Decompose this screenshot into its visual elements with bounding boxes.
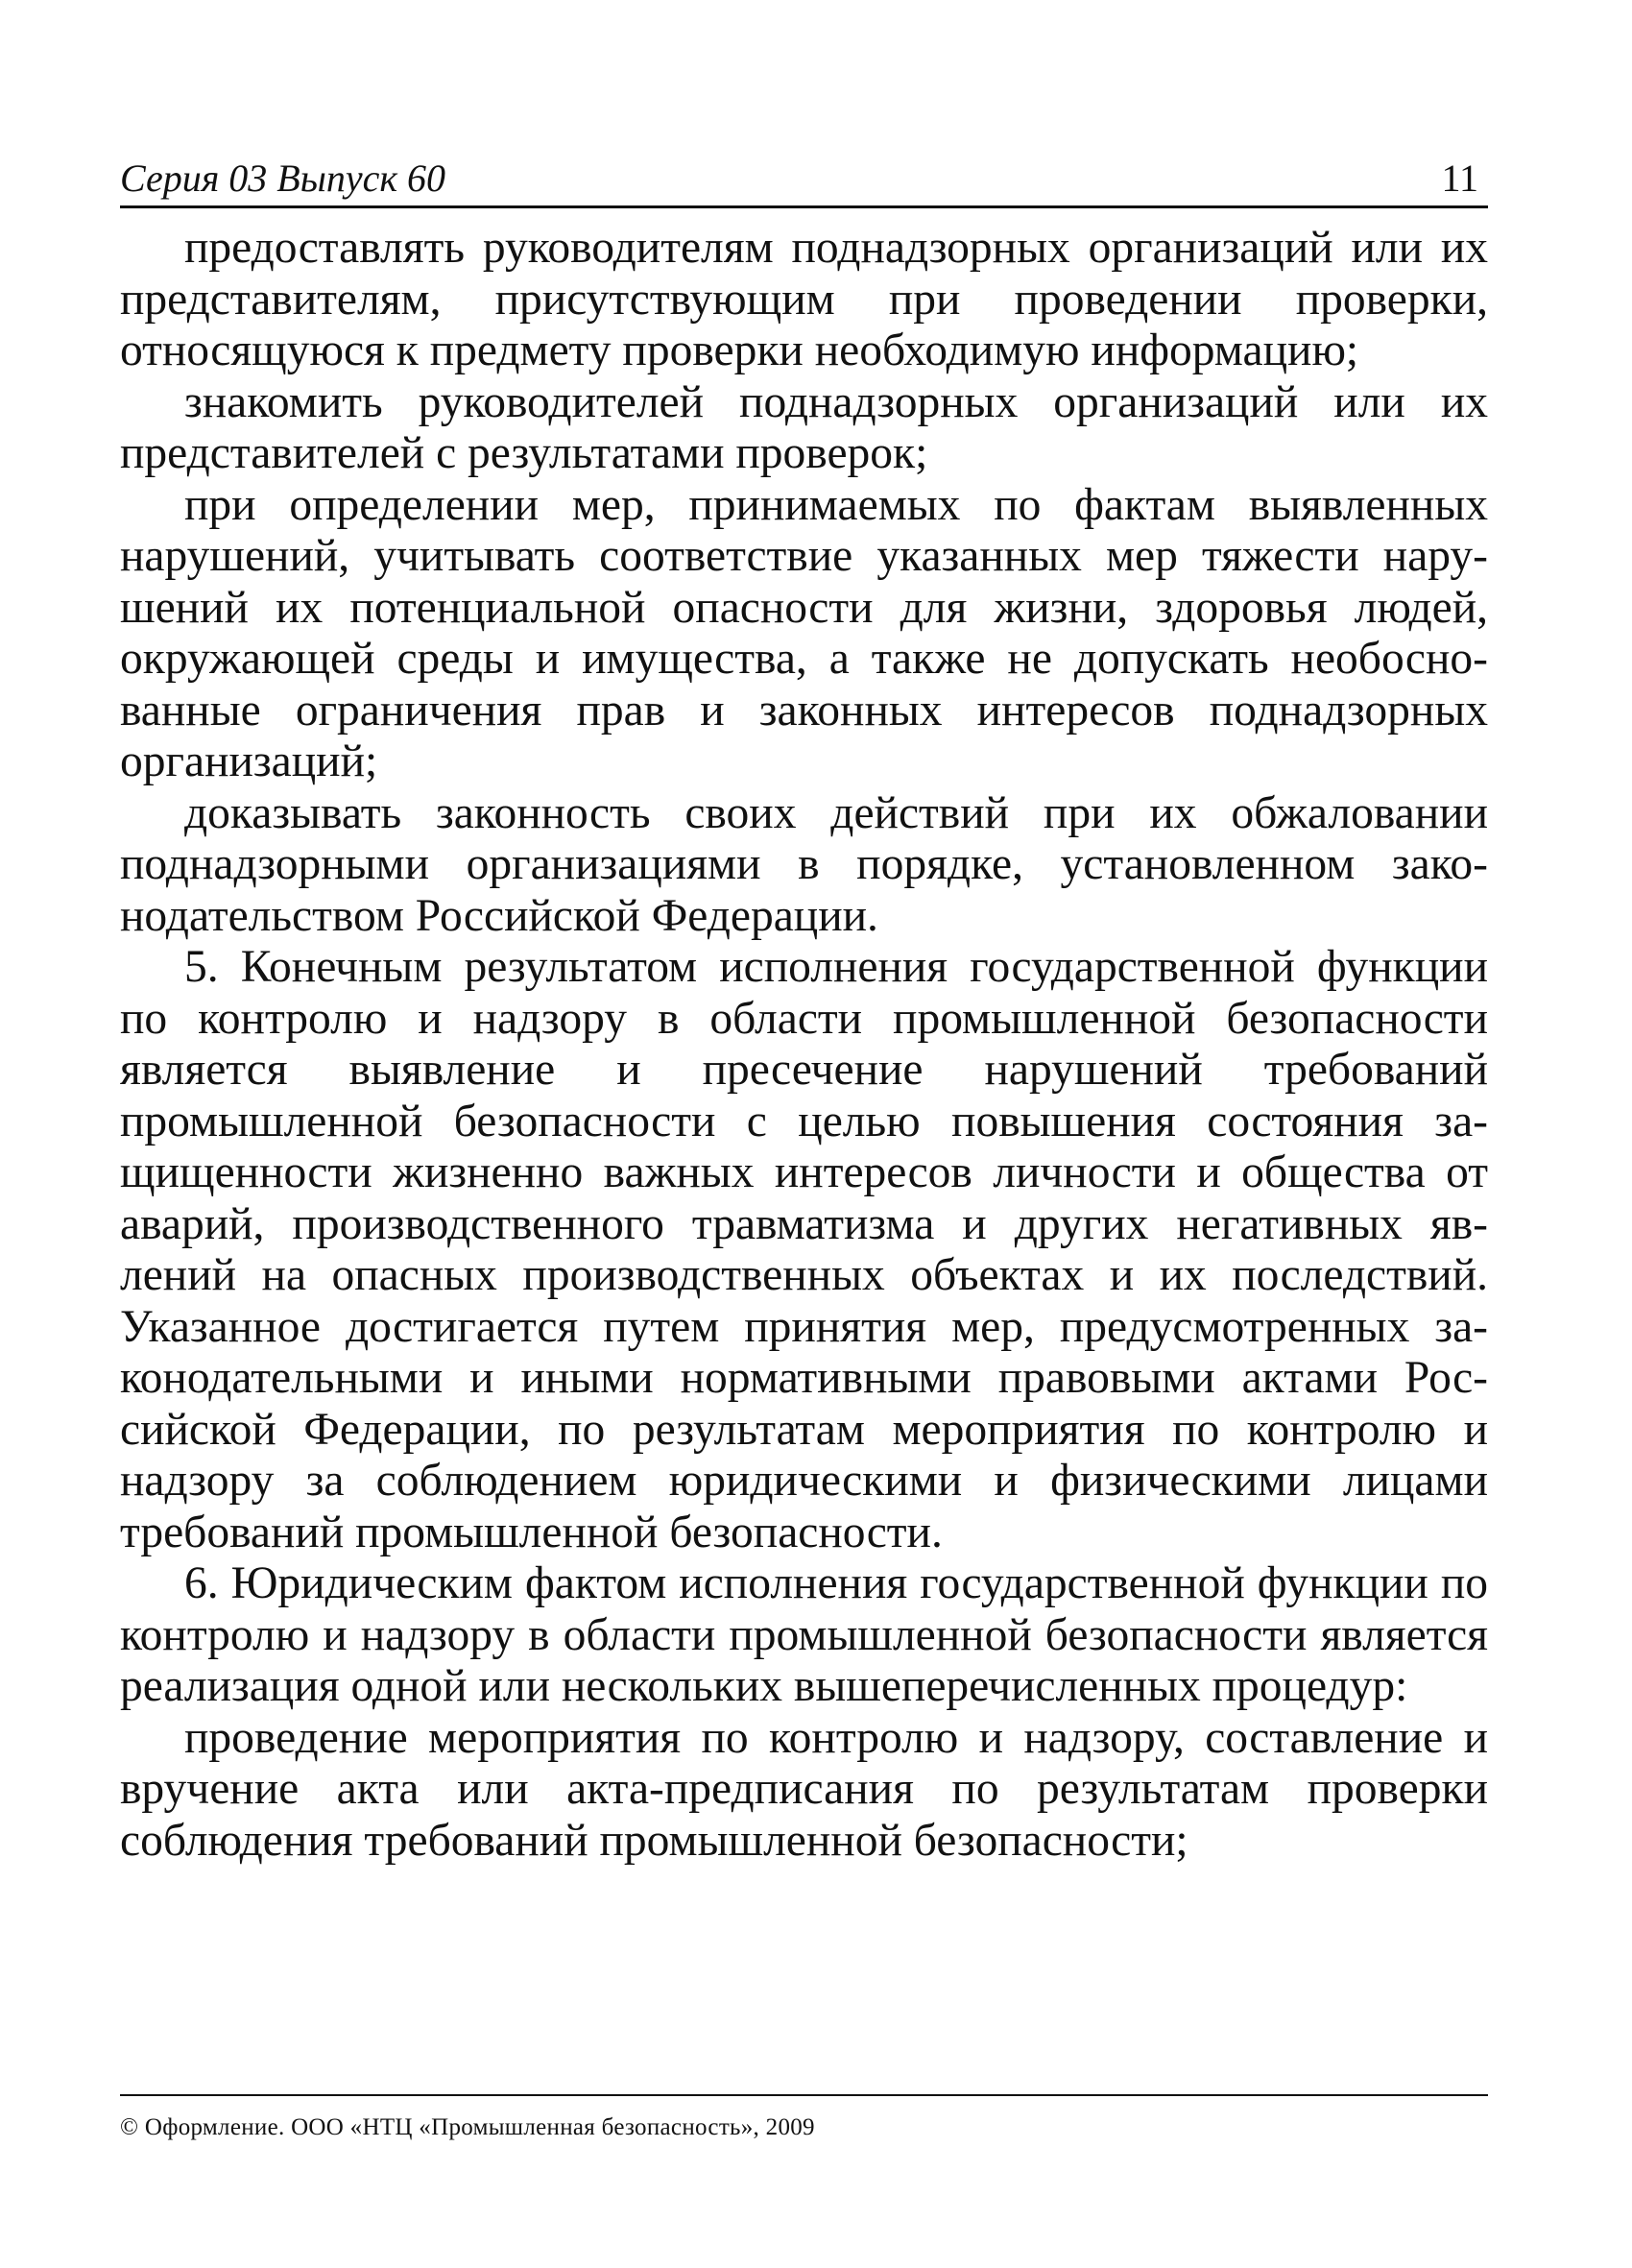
body-text (120, 223, 1488, 1867)
series-label: Серия 03 Выпуск 60 (120, 157, 446, 200)
running-header (120, 152, 1488, 208)
page-number: 11 (1441, 157, 1478, 200)
footer-divider (120, 2094, 1488, 2096)
paragraph-item-6: 6. Юридическим фактом исполнения государственной функции по контролю и надзору в области промышленной безопасности является реализация одной или нескольких вышеперечисленных процедур: (120, 1558, 1488, 1711)
paragraph-item-5: 5. Конечным результатом исполнения государственной функции по контролю и надзору в области промышленной безопасности является выявление и пресечение нарушений требований промышленной безопасности с целью повышения состояния защищенности жизненно важных интересов личности и общества от аварий, производственного травматизма и других негативных явлений на опасных производственных объектах и их последствий. Указанное достигается путем принятия мер, предусмотренных законодательными и иными нормативными правовыми актами Российской Федерации, по результатам мероприятия по контролю и надзору за соблюдением юридическими и физическими лицами требований промышленной безопасности. (120, 942, 1488, 1557)
paragraph-inform-results: знакомить руководителей поднадзорных организаций или их представителей с результатами проверок; (120, 376, 1488, 478)
paragraph-provide-information: предоставлять руководителям поднадзорных организаций или их представителям, присутствующим при проведении проверки, относящуюся к предмету проверки необходимую информацию; (120, 223, 1488, 375)
copyright-notice: © Оформление. ООО «НТЦ «Промышленная безопасность», 2009 (120, 2114, 815, 2140)
paragraph-prove-legality: доказывать законность своих действий при их обжаловании поднадзорными организациями в порядке, установленном законодательством Российской Федерации. (120, 787, 1488, 941)
paragraph-determine-measures: при определении мер, принимаемых по фактам выявленных нарушений, учитывать соответствие указанных мер тяжести нарушений их потенциальной опасности для жизни, здоровья людей, окружающей среды и имущества, а также не допускать необоснованные ограничения прав и законных интересов поднадзорных организаций; (120, 479, 1488, 786)
paragraph-inspection-act: проведение мероприятия по контролю и надзору, составление и вручение акта или акта-предписания по результатам проверки соблюдения требований промышленной безопасности; (120, 1712, 1488, 1866)
